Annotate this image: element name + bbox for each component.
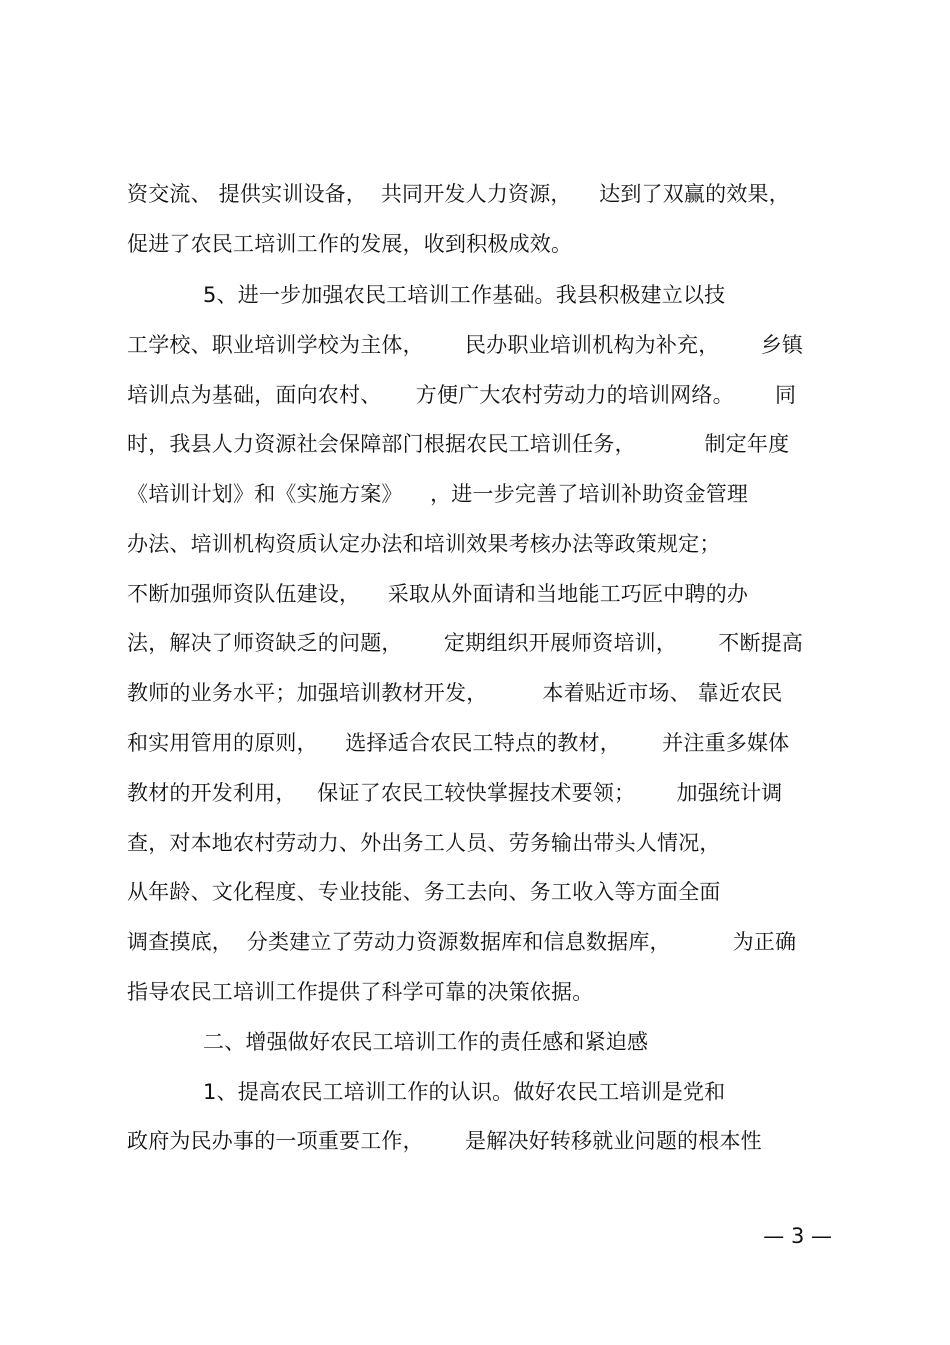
page-number: — 3 — — [763, 1224, 832, 1248]
text-line: 从年龄、文化程度、专业技能、务工去向、务工收入等方面全面 — [127, 880, 721, 904]
text-line: 时，我县人力资源社会保障部门根据农民工培训任务， 制定年度 — [127, 432, 790, 456]
text-line: 政府为民办事的一项重要工作， 是解决好转移就业问题的根本性 — [127, 1129, 762, 1153]
text-line: 指导农民工培训工作提供了科学可靠的决策依据。 — [127, 980, 594, 1004]
text-line: 教师的业务水平；加强培训教材开发， 本着贴近市场、 靠近农民 — [127, 681, 783, 705]
text-line: 法，解决了师资缺乏的问题， 定期组织开展师资培训， 不断提高 — [127, 631, 804, 655]
paragraph-start-line: 1、提高农民工培训工作的认识。做好农民工培训是党和 — [203, 1080, 726, 1104]
text-line: 培训点为基础，面向农村、 方便广大农村劳动力的培训网络。 同 — [127, 383, 797, 407]
text-line: 调查摸底， 分类建立了劳动力资源数据库和信息数据库， 为正确 — [127, 930, 797, 954]
section-heading: 二、增强做好农民工培训工作的责任感和紧迫感 — [203, 1030, 649, 1054]
text-line: 教材的开发利用， 保证了农民工较快掌握技术要领； 加强统计调 — [127, 781, 783, 805]
text-line: 办法、培训机构资质认定办法和培训效果考核办法等政策规定； — [127, 532, 721, 556]
text-line: 资交流、 提供实训设备， 共同开发人力资源， 达到了双赢的效果， — [127, 182, 790, 206]
text-line: 不断加强师资队伍建设， 采取从外面请和当地能工巧匠中聘的办 — [127, 582, 749, 606]
text-line: 和实用管用的原则， 选择适合农民工特点的教材， 并注重多媒体 — [127, 731, 790, 755]
text-line: 查，对本地农村劳动力、外出务工人员、劳务输出带头人情况， — [127, 831, 721, 855]
text-line: 工学校、职业培训学校为主体， 民办职业培训机构为补充， 乡镇 — [127, 333, 804, 357]
text-line: 《培训计划》和《实施方案》 ，进一步完善了培训补助资金管理 — [127, 482, 749, 506]
text-line: 促进了农民工培训工作的发展，收到积极成效。 — [127, 232, 573, 256]
paragraph-start-line: 5、进一步加强农民工培训工作基础。我县积极建立以技 — [203, 283, 726, 307]
